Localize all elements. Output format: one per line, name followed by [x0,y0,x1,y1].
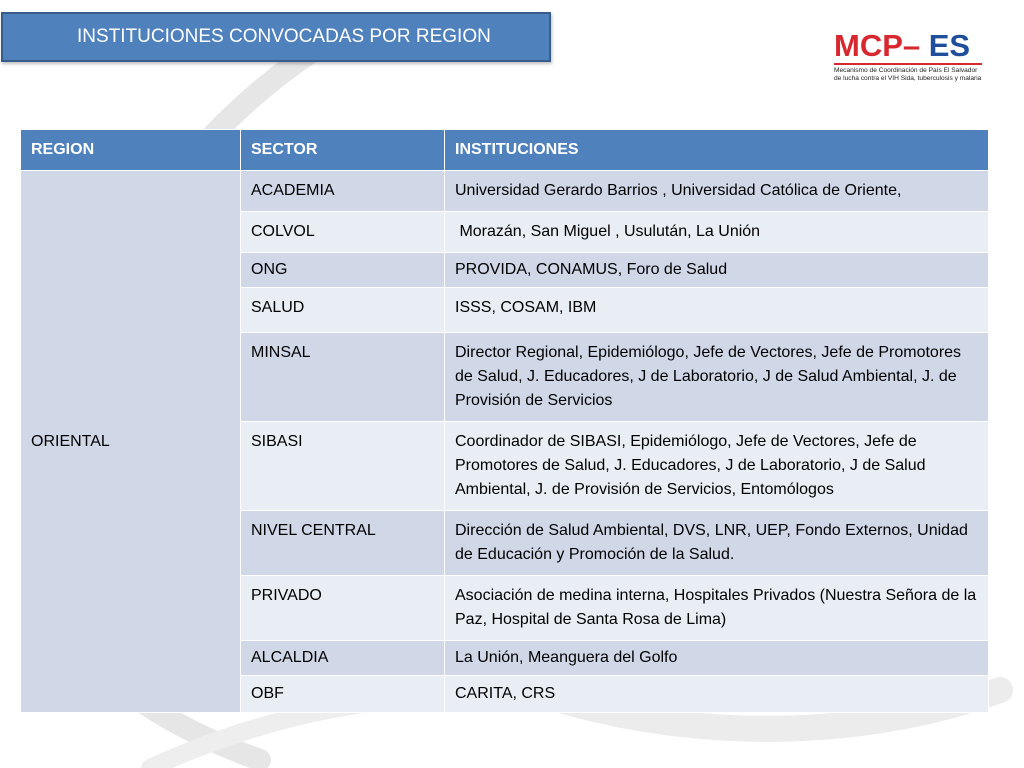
instituciones-cell: Coordinador de SIBASI, Epidemiólogo, Jefe de Vectores, Jefe de Promotores de Salud, J. Educadores, J de Laboratorio, J de Salud Ambiental, J. de Provisión de Servicios, Entomólogos [445,422,989,511]
instituciones-cell: La Unión, Meanguera del Golfo [445,641,989,676]
table-row [21,171,989,212]
instituciones-cell: ISSS, COSAM, IBM [445,288,989,333]
header-sector: SECTOR [241,130,445,171]
instituciones-cell: Morazán, San Miguel , Usulután, La Unión [445,212,989,253]
mcp-es-logo [834,30,986,82]
instituciones-cell: Director Regional, Epidemiólogo, Jefe de Vectores, Jefe de Promotores de Salud, J. Educadores, J de Laboratorio, J de Salud Ambiental, J. de Provisión de Servicios [445,333,989,422]
sector-cell: MINSAL [241,333,445,422]
instituciones-cell: CARITA, CRS [445,676,989,713]
logo-subtitle-1: Mecanismo de Coordinación de País El Salvador [834,67,978,74]
sector-cell: NIVEL CENTRAL [241,511,445,576]
instituciones-cell: Universidad Gerardo Barrios , Universidad Católica de Oriente, [445,171,989,212]
sector-cell: PRIVADO [241,576,445,641]
logo-subtitle-2: de lucha contra el VIH Sida, tuberculosis y malaria [834,74,982,82]
header-region: REGION [21,130,241,171]
logo-wordmark: MCP– ES [834,28,971,63]
slide-title: INSTITUCIONES CONVOCADAS POR REGION [1,12,551,62]
instituciones-cell: PROVIDA, CONAMUS, Foro de Salud [445,253,989,288]
sector-cell: ACADEMIA [241,171,445,212]
institutions-table [20,129,989,713]
sector-cell: COLVOL [241,212,445,253]
sector-cell: OBF [241,676,445,713]
logo-divider [834,63,982,65]
instituciones-cell: Asociación de medina interna, Hospitales Privados (Nuestra Señora de la Paz, Hospital de Santa Rosa de Lima) [445,576,989,641]
region-cell: ORIENTAL [21,171,241,713]
sector-cell: ALCALDIA [241,641,445,676]
sector-cell: SALUD [241,288,445,333]
sector-cell: ONG [241,253,445,288]
header-instituciones: INSTITUCIONES [445,130,989,171]
sector-cell: SIBASI [241,422,445,511]
table-header-row [21,130,989,171]
instituciones-cell: Dirección de Salud Ambiental, DVS, LNR, UEP, Fondo Externos, Unidad de Educación y Promoción de la Salud. [445,511,989,576]
